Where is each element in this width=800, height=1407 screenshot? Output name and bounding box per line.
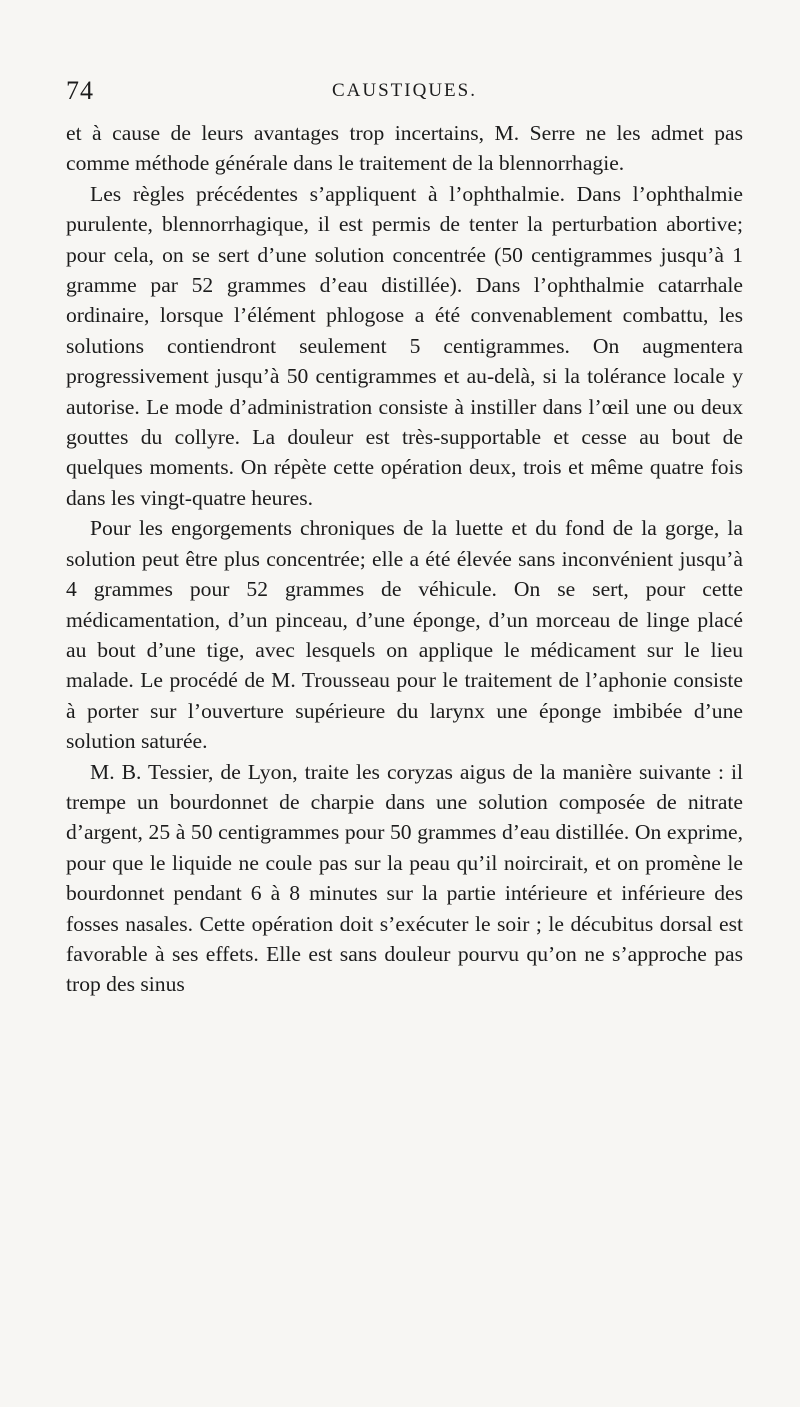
paragraph-coryzas: M. B. Tessier, de Lyon, traite les coryzas aigus de la manière suivante : il trempe un bourdonnet de charpie dans une solution composée de nitrate d’argent, 25 à 50 centigrammes pour 50 grammes d’eau distillée. On exprime, pour que le liquide ne coule pas sur la peau qu’il noircirait, et on promène le bourdonnet pendant 6 à 8 minutes sur la partie intérieure et inférieure des fosses nasales. Cette opération doit s’exécuter le soir ; le décubitus dorsal est favorable à ses effets. Elle est sans douleur pourvu qu’on ne s’approche pas trop des sinus xyxy=(66,759,743,997)
paragraph-continuation: et à cause de leurs avantages trop incertains, M. Serre ne les admet pas comme méthode générale dans le traitement de la blennorrhagie. xyxy=(66,121,743,176)
page-number: 74 xyxy=(66,76,94,105)
paragraph-ophthalmie: Les règles précédentes s’appliquent à l’ophthalmie. Dans l’ophthalmie purulente, blennorrhagique, il est permis de tenter la perturbation abortive; pour cela, on se sert d’une solution concentrée (50 centigrammes jusqu’à 1 gramme par 52 grammes d’eau distillée). Dans l’ophthalmie catarrhale ordinaire, lorsque l’élément phlogose a été convenablement combattu, les solutions contiendront seulement 5 centigrammes. On augmentera progressivement jusqu’à 50 centigrammes et au-delà, si la tolérance locale y autorise. Le mode d’administration consiste à instiller dans l’œil une ou deux gouttes du collyre. La douleur est très-supportable et cesse au bout de quelques moments. On répète cette opération deux, trois et même quatre fois dans les vingt-quatre heures. xyxy=(66,181,743,510)
paragraph-engorgements: Pour les engorgements chroniques de la luette et du fond de la gorge, la solution peut être plus concentrée; elle a été élevée sans inconvénient jusqu’à 4 grammes pour 52 grammes de véhicule. On se sert, pour cette médicamentation, d’un pinceau, d’une éponge, d’un morceau de linge placé au bout d’une tige, avec lesquels on applique le médicament sur le lieu malade. Le procédé de M. Trousseau pour le traitement de l’aphonie consiste à porter sur l’ouverture supérieure du larynx une éponge imbibée d’une solution saturée. xyxy=(66,516,743,754)
body-text xyxy=(66,118,743,1000)
running-title: CAUSTIQUES. xyxy=(332,80,477,101)
page-header xyxy=(66,76,743,108)
